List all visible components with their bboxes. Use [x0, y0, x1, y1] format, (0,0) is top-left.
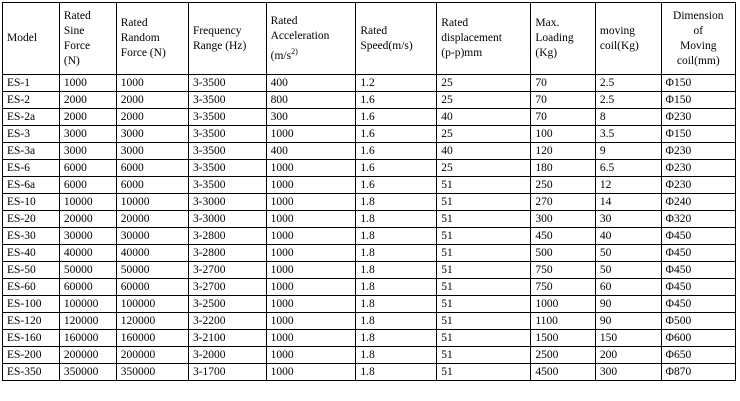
cell-moving-coil-mass: 12 [595, 177, 661, 194]
cell-moving-coil-mass: 40 [595, 228, 661, 245]
table-row [3, 245, 736, 262]
cell-rated-speed: 1.8 [356, 330, 437, 347]
cell-frequency-range: 3-2800 [188, 245, 266, 262]
shaker-spec-table [2, 2, 736, 381]
cell-frequency-range: 3-3000 [188, 194, 266, 211]
cell-coil-dimension: Φ450 [661, 279, 735, 296]
cell-coil-dimension: Φ150 [661, 92, 735, 109]
cell-rated-random-force: 100000 [116, 296, 188, 313]
cell-rated-random-force: 200000 [116, 347, 188, 364]
cell-rated-sine-force: 1000 [59, 75, 116, 92]
cell-coil-dimension: Φ230 [661, 160, 735, 177]
cell-moving-coil-mass: 9 [595, 143, 661, 160]
cell-frequency-range: 3-3500 [188, 126, 266, 143]
cell-rated-sine-force: 200000 [59, 347, 116, 364]
cell-model: ES-30 [3, 228, 60, 245]
cell-rated-random-force: 6000 [116, 160, 188, 177]
cell-coil-dimension: Φ320 [661, 211, 735, 228]
table-row [3, 177, 736, 194]
cell-rated-random-force: 6000 [116, 177, 188, 194]
cell-rated-speed: 1.8 [356, 279, 437, 296]
cell-moving-coil-mass: 6.5 [595, 160, 661, 177]
cell-moving-coil-mass: 3.5 [595, 126, 661, 143]
cell-model: ES-120 [3, 313, 60, 330]
cell-rated-displacement: 51 [437, 262, 531, 279]
cell-rated-acceleration: 800 [266, 92, 356, 109]
table-row [3, 143, 736, 160]
table-row [3, 313, 736, 330]
cell-coil-dimension: Φ230 [661, 109, 735, 126]
cell-frequency-range: 3-3000 [188, 211, 266, 228]
cell-rated-acceleration: 1000 [266, 228, 356, 245]
cell-rated-acceleration: 1000 [266, 279, 356, 296]
cell-max-loading: 1500 [531, 330, 596, 347]
cell-coil-dimension: Φ450 [661, 245, 735, 262]
cell-rated-acceleration: 1000 [266, 126, 356, 143]
cell-rated-acceleration: 1000 [266, 296, 356, 313]
cell-frequency-range: 3-3500 [188, 143, 266, 160]
cell-coil-dimension: Φ450 [661, 228, 735, 245]
cell-rated-displacement: 40 [437, 109, 531, 126]
cell-frequency-range: 3-3500 [188, 75, 266, 92]
cell-rated-acceleration: 1000 [266, 330, 356, 347]
cell-rated-displacement: 51 [437, 279, 531, 296]
table-row [3, 228, 736, 245]
header-moving-coil: moving coil(Kg) [595, 3, 661, 75]
cell-rated-speed: 1.8 [356, 211, 437, 228]
cell-rated-random-force: 50000 [116, 262, 188, 279]
cell-rated-speed: 1.6 [356, 126, 437, 143]
cell-model: ES-200 [3, 347, 60, 364]
cell-frequency-range: 3-3500 [188, 177, 266, 194]
cell-coil-dimension: Φ230 [661, 177, 735, 194]
cell-moving-coil-mass: 90 [595, 296, 661, 313]
cell-rated-random-force: 10000 [116, 194, 188, 211]
cell-model: ES-6a [3, 177, 60, 194]
header-rated-sine-force: Rated Sine Force (N) [59, 3, 116, 75]
cell-rated-sine-force: 120000 [59, 313, 116, 330]
cell-coil-dimension: Φ230 [661, 143, 735, 160]
cell-rated-displacement: 25 [437, 75, 531, 92]
header-rated-speed: Rated Speed(m/s) [356, 3, 437, 75]
cell-max-loading: 4500 [531, 364, 596, 381]
table-row [3, 330, 736, 347]
cell-model: ES-3 [3, 126, 60, 143]
cell-moving-coil-mass: 30 [595, 211, 661, 228]
cell-rated-sine-force: 160000 [59, 330, 116, 347]
cell-rated-sine-force: 2000 [59, 109, 116, 126]
cell-max-loading: 750 [531, 262, 596, 279]
cell-moving-coil-mass: 60 [595, 279, 661, 296]
cell-rated-acceleration: 1000 [266, 245, 356, 262]
table-body [3, 75, 736, 381]
cell-rated-displacement: 51 [437, 194, 531, 211]
cell-rated-speed: 1.6 [356, 109, 437, 126]
cell-coil-dimension: Φ650 [661, 347, 735, 364]
table-row [3, 262, 736, 279]
cell-rated-speed: 1.8 [356, 347, 437, 364]
cell-rated-displacement: 25 [437, 160, 531, 177]
cell-rated-acceleration: 300 [266, 109, 356, 126]
cell-coil-dimension: Φ240 [661, 194, 735, 211]
cell-rated-random-force: 30000 [116, 228, 188, 245]
cell-moving-coil-mass: 50 [595, 245, 661, 262]
cell-rated-sine-force: 30000 [59, 228, 116, 245]
cell-coil-dimension: Φ450 [661, 262, 735, 279]
cell-rated-random-force: 2000 [116, 109, 188, 126]
cell-max-loading: 120 [531, 143, 596, 160]
cell-frequency-range: 3-2700 [188, 279, 266, 296]
cell-rated-random-force: 120000 [116, 313, 188, 330]
cell-rated-speed: 1.8 [356, 296, 437, 313]
cell-rated-speed: 1.8 [356, 262, 437, 279]
cell-coil-dimension: Φ500 [661, 313, 735, 330]
header-rated-acceleration: Rated Acceleration ($m/s^{2)}$ [266, 3, 356, 75]
cell-model: ES-2 [3, 92, 60, 109]
header-max-loading: Max. Loading (Kg) [531, 3, 596, 75]
cell-moving-coil-mass: 14 [595, 194, 661, 211]
cell-coil-dimension: Φ600 [661, 330, 735, 347]
cell-rated-sine-force: 100000 [59, 296, 116, 313]
cell-rated-speed: 1.6 [356, 177, 437, 194]
cell-rated-speed: 1.6 [356, 143, 437, 160]
cell-rated-acceleration: 1000 [266, 347, 356, 364]
cell-rated-sine-force: 10000 [59, 194, 116, 211]
cell-rated-speed: 1.8 [356, 364, 437, 381]
header-rated-displacement: Rated displacement (p-p)mm [437, 3, 531, 75]
cell-rated-displacement: 51 [437, 347, 531, 364]
cell-max-loading: 70 [531, 92, 596, 109]
cell-rated-displacement: 51 [437, 296, 531, 313]
cell-model: ES-50 [3, 262, 60, 279]
cell-rated-acceleration: 1000 [266, 364, 356, 381]
cell-rated-random-force: 20000 [116, 211, 188, 228]
cell-frequency-range: 3-3500 [188, 92, 266, 109]
cell-rated-displacement: 40 [437, 143, 531, 160]
cell-rated-random-force: 3000 [116, 126, 188, 143]
cell-rated-displacement: 25 [437, 92, 531, 109]
cell-max-loading: 250 [531, 177, 596, 194]
cell-rated-acceleration: 400 [266, 75, 356, 92]
cell-rated-sine-force: 3000 [59, 143, 116, 160]
cell-rated-sine-force: 350000 [59, 364, 116, 381]
cell-coil-dimension: Φ150 [661, 75, 735, 92]
cell-frequency-range: 3-2500 [188, 296, 266, 313]
table-row [3, 126, 736, 143]
cell-model: ES-100 [3, 296, 60, 313]
cell-rated-speed: 1.6 [356, 160, 437, 177]
table-row [3, 92, 736, 109]
cell-rated-random-force: 60000 [116, 279, 188, 296]
cell-rated-speed: 1.2 [356, 75, 437, 92]
cell-moving-coil-mass: 2.5 [595, 92, 661, 109]
cell-rated-sine-force: 60000 [59, 279, 116, 296]
cell-max-loading: 750 [531, 279, 596, 296]
cell-rated-speed: 1.8 [356, 194, 437, 211]
cell-moving-coil-mass: 50 [595, 262, 661, 279]
cell-rated-sine-force: 2000 [59, 92, 116, 109]
table-row [3, 160, 736, 177]
cell-rated-acceleration: 1000 [266, 313, 356, 330]
cell-max-loading: 70 [531, 109, 596, 126]
header-model: Model [3, 3, 60, 75]
table-row [3, 109, 736, 126]
cell-rated-random-force: 2000 [116, 92, 188, 109]
cell-rated-acceleration: 400 [266, 143, 356, 160]
cell-rated-sine-force: 6000 [59, 160, 116, 177]
cell-rated-displacement: 51 [437, 330, 531, 347]
cell-frequency-range: 3-3500 [188, 109, 266, 126]
header-coil-dimension: Dimension of Moving coil(mm) [661, 3, 735, 75]
cell-rated-displacement: 51 [437, 364, 531, 381]
cell-max-loading: 100 [531, 126, 596, 143]
cell-model: ES-40 [3, 245, 60, 262]
header-rated-random-force: Rated Random Force (N) [116, 3, 188, 75]
cell-max-loading: 2500 [531, 347, 596, 364]
cell-rated-displacement: 25 [437, 126, 531, 143]
cell-rated-random-force: 350000 [116, 364, 188, 381]
cell-model: ES-350 [3, 364, 60, 381]
cell-rated-sine-force: 50000 [59, 262, 116, 279]
cell-rated-displacement: 51 [437, 211, 531, 228]
table-row [3, 211, 736, 228]
cell-max-loading: 270 [531, 194, 596, 211]
cell-moving-coil-mass: 2.5 [595, 75, 661, 92]
cell-frequency-range: 3-1700 [188, 364, 266, 381]
cell-max-loading: 300 [531, 211, 596, 228]
cell-rated-speed: 1.8 [356, 313, 437, 330]
cell-model: ES-10 [3, 194, 60, 211]
cell-model: ES-6 [3, 160, 60, 177]
cell-frequency-range: 3-2800 [188, 228, 266, 245]
cell-max-loading: 500 [531, 245, 596, 262]
cell-coil-dimension: Φ450 [661, 296, 735, 313]
cell-frequency-range: 3-3500 [188, 160, 266, 177]
cell-rated-sine-force: 20000 [59, 211, 116, 228]
cell-moving-coil-mass: 8 [595, 109, 661, 126]
cell-rated-displacement: 51 [437, 177, 531, 194]
cell-rated-speed: 1.6 [356, 92, 437, 109]
cell-max-loading: 70 [531, 75, 596, 92]
cell-rated-random-force: 3000 [116, 143, 188, 160]
table-row [3, 296, 736, 313]
cell-model: ES-1 [3, 75, 60, 92]
cell-model: ES-60 [3, 279, 60, 296]
table-row [3, 279, 736, 296]
cell-rated-speed: 1.8 [356, 245, 437, 262]
table-row [3, 347, 736, 364]
cell-rated-acceleration: 1000 [266, 160, 356, 177]
cell-rated-speed: 1.8 [356, 228, 437, 245]
cell-rated-sine-force: 3000 [59, 126, 116, 143]
cell-frequency-range: 3-2000 [188, 347, 266, 364]
cell-frequency-range: 3-2200 [188, 313, 266, 330]
cell-model: ES-3a [3, 143, 60, 160]
cell-model: ES-2a [3, 109, 60, 126]
cell-moving-coil-mass: 200 [595, 347, 661, 364]
cell-max-loading: 180 [531, 160, 596, 177]
cell-rated-acceleration: 1000 [266, 262, 356, 279]
table-row [3, 75, 736, 92]
cell-max-loading: 1000 [531, 296, 596, 313]
cell-rated-sine-force: 40000 [59, 245, 116, 262]
cell-rated-random-force: 160000 [116, 330, 188, 347]
cell-rated-displacement: 51 [437, 313, 531, 330]
cell-coil-dimension: Φ870 [661, 364, 735, 381]
header-frequency-range: Frequency Range (Hz) [188, 3, 266, 75]
cell-rated-displacement: 51 [437, 245, 531, 262]
cell-max-loading: 1100 [531, 313, 596, 330]
cell-frequency-range: 3-2100 [188, 330, 266, 347]
cell-moving-coil-mass: 90 [595, 313, 661, 330]
cell-moving-coil-mass: 300 [595, 364, 661, 381]
cell-max-loading: 450 [531, 228, 596, 245]
cell-rated-displacement: 51 [437, 228, 531, 245]
cell-model: ES-160 [3, 330, 60, 347]
cell-rated-acceleration: 1000 [266, 211, 356, 228]
cell-rated-acceleration: 1000 [266, 177, 356, 194]
header-row [3, 3, 736, 75]
cell-coil-dimension: Φ150 [661, 126, 735, 143]
table-row [3, 194, 736, 211]
cell-rated-random-force: 40000 [116, 245, 188, 262]
cell-model: ES-20 [3, 211, 60, 228]
cell-rated-acceleration: 1000 [266, 194, 356, 211]
cell-rated-sine-force: 6000 [59, 177, 116, 194]
table-row [3, 364, 736, 381]
cell-frequency-range: 3-2700 [188, 262, 266, 279]
cell-rated-random-force: 1000 [116, 75, 188, 92]
cell-moving-coil-mass: 150 [595, 330, 661, 347]
